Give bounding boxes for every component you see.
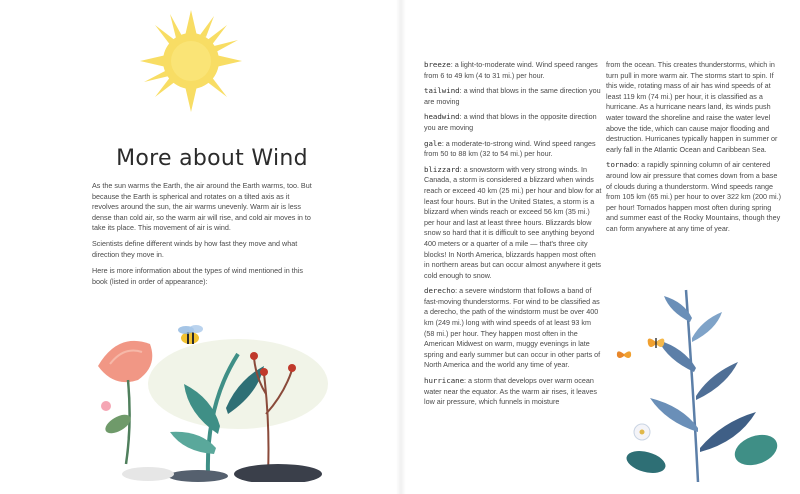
glossary-entry-derecho xyxy=(424,286,602,371)
glossary-term: gale xyxy=(424,138,442,148)
plant-illustration xyxy=(606,282,786,482)
definition-paragraph: Scientists define different winds by how fast they move and what direction they move in. xyxy=(92,239,298,259)
glossary-term: breeze xyxy=(424,60,451,69)
butterfly-icon xyxy=(617,351,631,358)
plant-illustration xyxy=(88,314,328,482)
glossary-term: derecho xyxy=(424,286,456,296)
flower-illustration xyxy=(98,341,152,464)
glossary-entry-tailwind xyxy=(424,86,602,107)
sun-illustration xyxy=(136,6,246,116)
glossary-entry-hurricane-continued xyxy=(606,60,784,155)
list-intro-paragraph: Here is more information about the types of wind mentioned in this book (listed in order of appearance): xyxy=(92,266,303,286)
page-title: More about Wind xyxy=(116,146,308,171)
glossary-definition: : a rapidly spinning column of air centered around low air pressure that comes down from a base of clouds during a thunderstorm. Wind speeds range from 105 km (65 mi.) per hour to over 322 km (200 mi.) per hour! Tornados happen most often during spring and summer east of the Rocky Mountains, though they can form anywhere at any time of year. xyxy=(606,160,781,233)
glossary-entry-tornado xyxy=(606,160,784,234)
glossary-entry-headwind xyxy=(424,112,602,133)
glossary-entry-gale xyxy=(424,139,602,160)
glossary-term: blizzard xyxy=(424,164,460,174)
glossary-term: tailwind xyxy=(424,86,460,96)
glossary-definition: : a snowstorm with very strong winds. In Canada, a storm is considered a blizzard when winds reach or exceed 40 km (25 mi.) per hour and blow for at least four hours. But in the United States, a storm is a blizzard when winds reach or exceed 56 km (35 mi.) per hour and last at least three hours. Blizzards blow snow so hard that it is difficult to see anything beyond 400 meters or a quarter of a mile — that's three city blocks! In North America, blizzards happen most often in northern areas but can occur almost anywhere it gets cold enough to snow. xyxy=(424,164,602,280)
glossary-term: tornado xyxy=(606,160,638,170)
glossary-definition: : a moderate-to-strong wind. Wind speed ranges from 50 to 88 km (32 to 54 mi.) per hour. xyxy=(424,138,596,159)
glossary-definition: : a wind that blows in the same direction you are moving xyxy=(424,86,601,106)
glossary-definition: : a light-to-moderate wind. Wind speed ranges from 6 to 49 km (4 to 31 mi.) per hour. xyxy=(424,60,598,80)
glossary-definition: : a wind that blows in the opposite direction you are moving xyxy=(424,112,597,132)
glossary-entry-blizzard xyxy=(424,165,602,282)
bee-icon xyxy=(178,325,203,344)
glossary-column-1 xyxy=(424,60,602,413)
glossary-definition: : a severe windstorm that follows a band of fast-moving thunderstorms. For wind to be classified as a derecho, the path of the windstorm must be over 400 km (249 mi.) long with wind speeds of at least 93 km (58 mi.) per hour. They happen most often in the American Midwest on warm, muggy evenings in late spring and early summer but can occur in other parts of North America and the world any time of year. xyxy=(424,286,601,370)
glossary-entry-breeze xyxy=(424,60,602,81)
intro-paragraph: As the sun warms the Earth, the air around the Earth warms, too. But because the Earth is spherical and rotates on a tilted axis as it revolves around the sun, the air warms unevenly. Warm air is less dense than cold air, so the warm air will rise, and cold air moves in to take its place. This movement of air is wind. xyxy=(92,181,312,233)
glossary-definition: from the ocean. This creates thunderstorms, which in turn pull in more warm air. The storms start to spin. If this wide, rotating mass of air has wind speeds of at least 119 km (74 mi.) per hour, it is classified as a hurricane. As a hurricane nears land, its winds push water toward the shoreline and raise the water level above the tide, which can cause major flooding and destruction. Hurricanes typically happen in summer or early fall in the Atlantic Ocean and Caribbean Sea. xyxy=(606,60,778,154)
glossary-term: hurricane xyxy=(424,376,465,386)
butterfly-icon xyxy=(648,338,665,348)
glossary-entry-hurricane xyxy=(424,376,602,408)
glossary-term: headwind xyxy=(424,112,460,122)
glossary-column-2 xyxy=(606,60,784,240)
page-gutter xyxy=(396,0,406,494)
glossary-definition: : a storm that develops over warm ocean water near the equator. As the warm air rises, it leaves low air pressure, which funnels in moisture xyxy=(424,376,597,407)
